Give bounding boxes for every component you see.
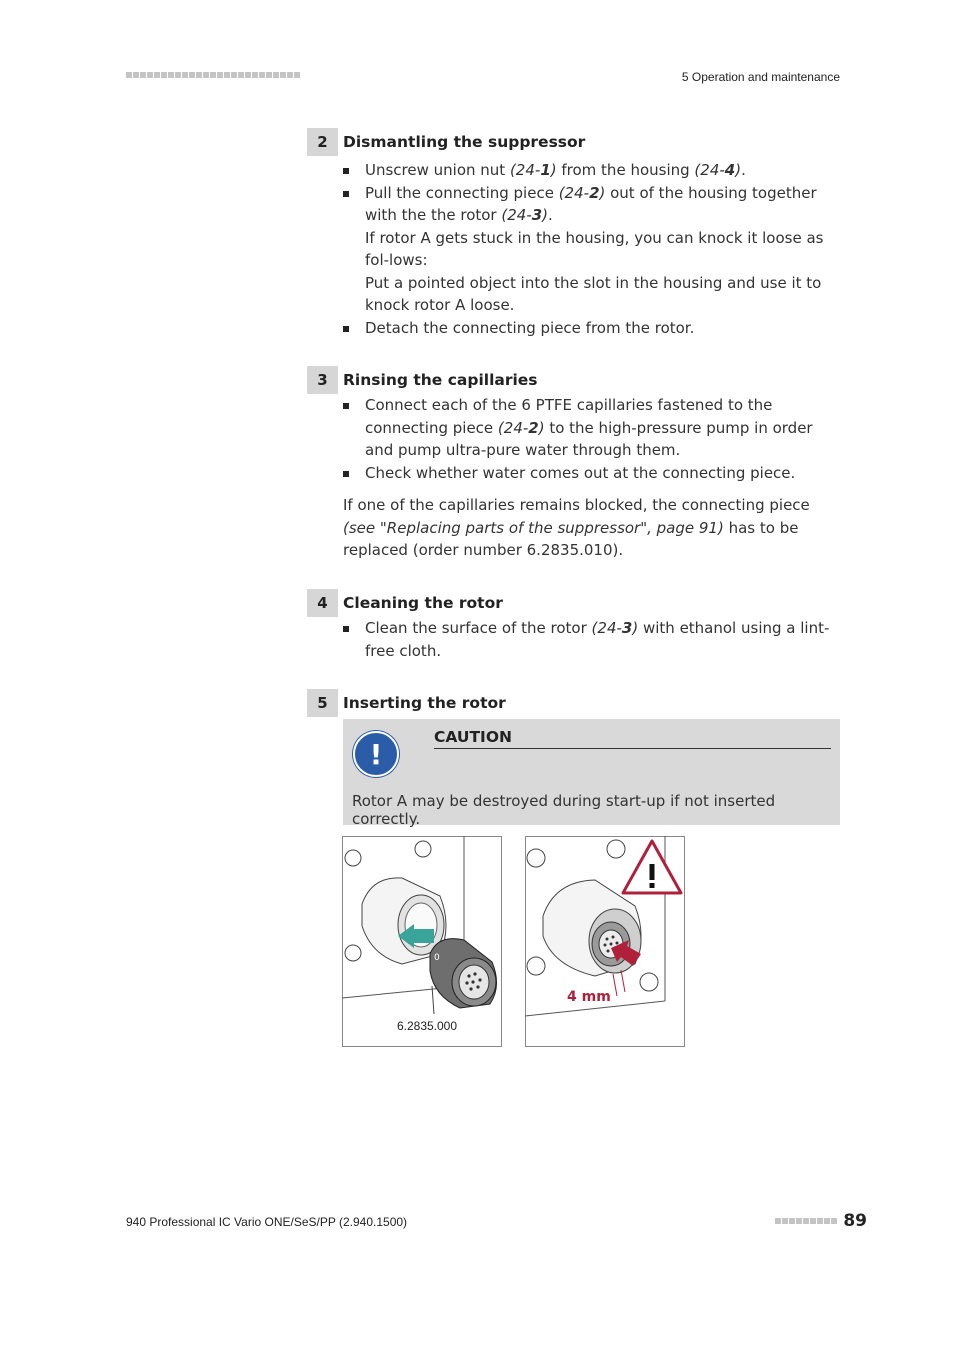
list-item: Connect each of the 6 PTFE capillaries fastened to the connecting piece (24-2) to the high-pressure pump in order and pump ultra-pure water through them. (343, 394, 840, 462)
step-header (307, 366, 840, 394)
step-number: 5 (307, 689, 338, 717)
cross-reference-link[interactable]: (see "Replacing parts of the suppressor", page 91) (343, 518, 724, 537)
step-bullets (307, 394, 840, 484)
step-2 (307, 128, 840, 339)
figure-rotor-connector (342, 836, 502, 1047)
step-5 (307, 689, 840, 717)
step-number: 4 (307, 589, 338, 617)
list-item: Clean the surface of the rotor (24-3) with ethanol using a lint-free cloth. (343, 617, 840, 662)
part-number-label: 6.2835.000 (396, 1019, 458, 1033)
caution-box (343, 719, 840, 828)
page-number: 89 (843, 1211, 867, 1231)
list-item: Detach the connecting piece from the rotor. (343, 317, 840, 340)
list-item: Check whether water comes out at the connecting piece. (343, 462, 840, 485)
footer-decoration (775, 1218, 837, 1224)
header-decoration (126, 72, 300, 78)
caution-text: Rotor A may be destroyed during start-up if not inserted correctly. (352, 792, 776, 828)
header-section-title: 5 Operation and maintenance (681, 70, 840, 84)
step-note: If one of the capillaries remains blocked, the connecting piece (see "Replacing parts of the suppressor", page 91) has to be replaced (order number 6.2835.010). (343, 496, 810, 559)
step-title: Cleaning the rotor (343, 594, 503, 612)
step-bullets (307, 617, 840, 662)
list-item: Pull the connecting piece (24-2) out of the housing together with the the rotor (24-3). If rotor A gets stuck in the housing, you can knock it loose as fol-lows: Put a pointed object into the slot in the housing and use it to knock rotor A loose. (343, 182, 840, 317)
step-number: 3 (307, 366, 338, 394)
step-3 (307, 366, 840, 562)
figure-rotor-inserted (525, 836, 685, 1047)
footer-page (775, 1211, 867, 1231)
step-header (307, 589, 840, 617)
step-4 (307, 589, 840, 662)
step-bullets (307, 159, 840, 339)
step-title: Rinsing the capillaries (343, 371, 538, 389)
svg-text:0: 0 (434, 953, 440, 963)
list-item: Unscrew union nut (24-1) from the housing (24-4). (343, 159, 840, 182)
footer-document-title: 940 Professional IC Vario ONE/SeS/PP (2.940.1500) (126, 1215, 408, 1229)
step-header (307, 128, 840, 156)
step-title: Inserting the rotor (343, 694, 506, 712)
step-number: 2 (307, 128, 338, 156)
step-title: Dismantling the suppressor (343, 133, 586, 151)
distance-label: 4 mm (567, 989, 611, 1005)
exclamation-circle-icon: ! (353, 731, 399, 777)
caution-title: CAUTION (434, 728, 831, 749)
step-header (307, 689, 840, 717)
